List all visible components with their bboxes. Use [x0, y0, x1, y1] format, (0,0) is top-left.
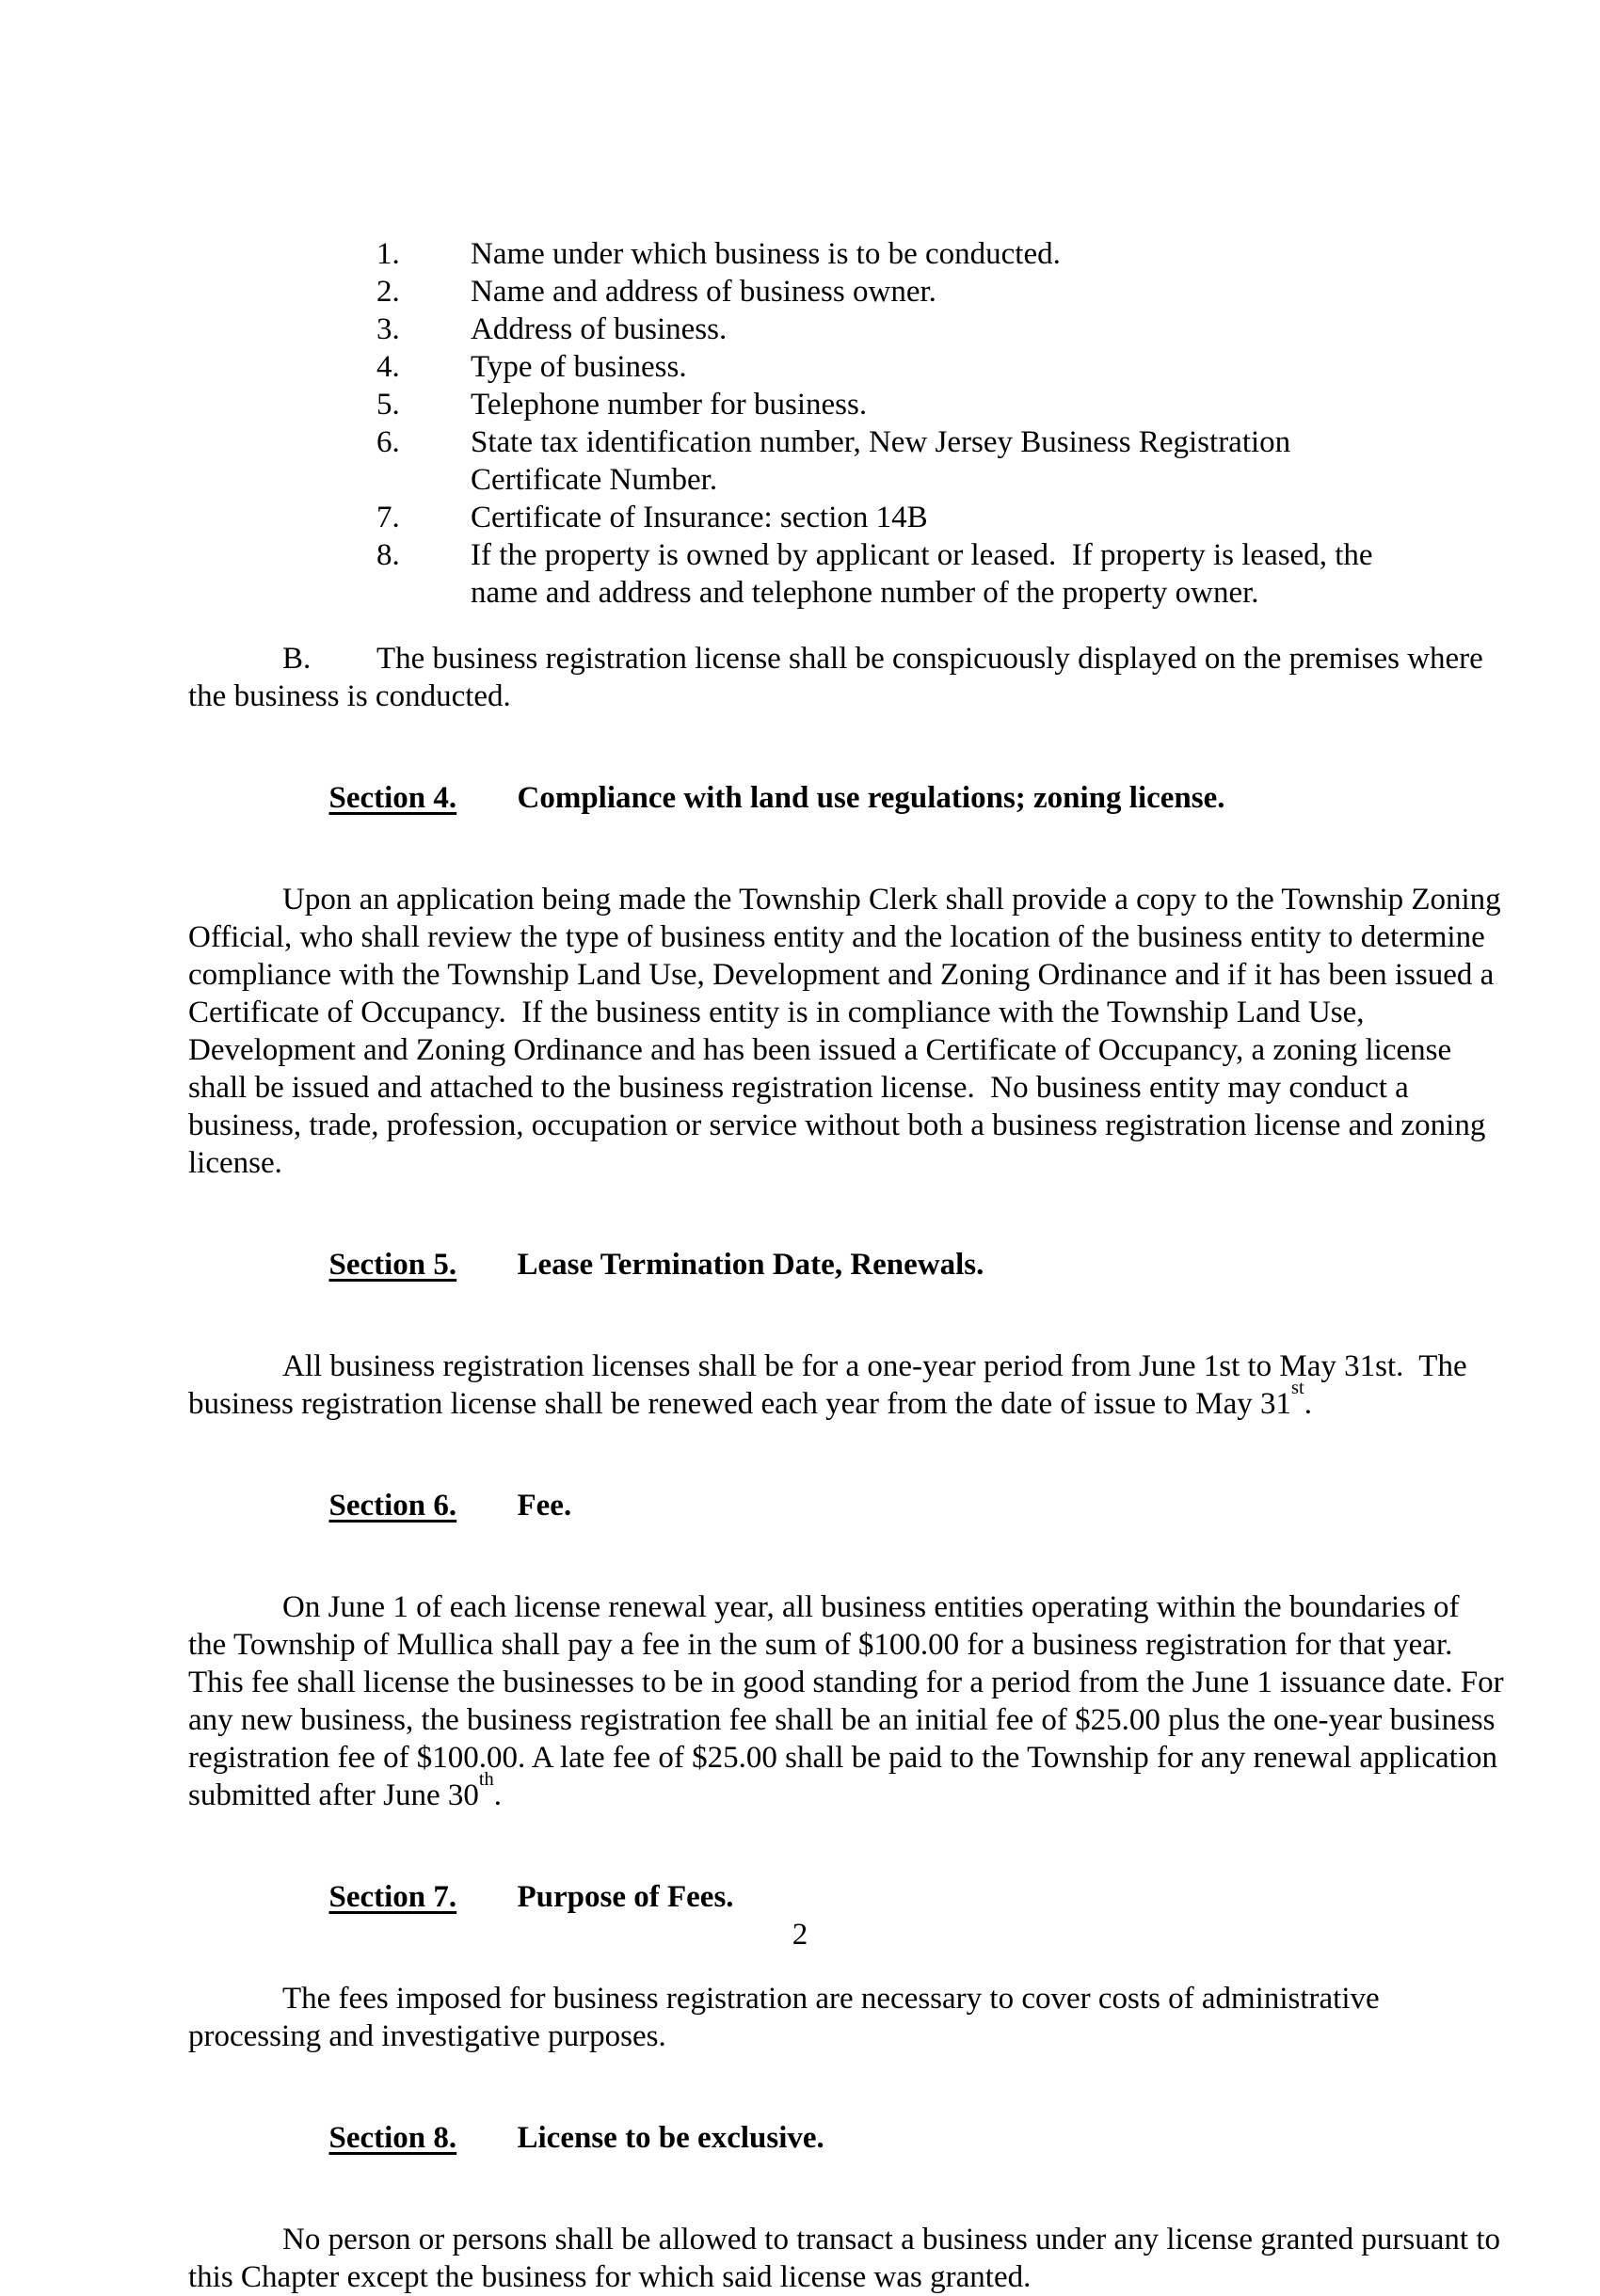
section-7-label [329, 1878, 518, 1916]
section-8-label-text: Section 8. [328, 2121, 457, 2155]
section-6-label-text: Section 6. [328, 1489, 457, 1523]
list-item: 3. Address of business. [376, 312, 728, 346]
text-line: Official, who shall review the type of business entity and the location of the business entity to determine [188, 920, 1485, 954]
section-4-paragraph [188, 881, 1501, 1182]
item-b-paragraph [188, 640, 1483, 715]
text-line: shall be issued and attached to the business registration license. No business entity may conduct a [188, 1071, 1409, 1105]
text-line: submitted after June 30th. [188, 1768, 502, 1812]
section-5-title: Lease Termination Date, Renewals. [517, 1248, 984, 1282]
text-line: license. [188, 1146, 282, 1180]
section-5-label [329, 1246, 518, 1284]
list-item: 8. If the property is owned by applicant or leased. If property is leased, the [376, 538, 1373, 572]
list-item-number: 7. [376, 501, 400, 534]
text-line: All business registration licenses shall be for a one-year period from June 1st to May 31st. The [282, 1349, 1467, 1383]
text-line: compliance with the Township Land Use, Development and Zoning Ordinance and if it has been issued a [188, 958, 1495, 992]
section-6-label [329, 1487, 518, 1524]
section-4-label [329, 779, 518, 817]
text-line: registration fee of $100.00. A late fee of $25.00 shall be paid to the Township for any renewal application [188, 1741, 1497, 1775]
list-item-number: 1. [376, 237, 400, 271]
section-8-label [329, 2119, 518, 2157]
section-7-title: Purpose of Fees. [517, 1880, 734, 1914]
text-line: business registration license shall be renewed each year from the date of issue to May 31st. [188, 1377, 1312, 1421]
list-item-number: 5. [376, 388, 400, 422]
text-line: name and address and telephone number of the property owner. [471, 576, 1259, 610]
list-item-number: 8. [376, 538, 400, 572]
list-item-number: 3. [376, 312, 400, 346]
list-item-number: 2. [376, 275, 400, 309]
list-item: 4. Type of business. [376, 350, 687, 384]
section-4 [188, 741, 1501, 1182]
section-8-title: License to be exclusive. [517, 2121, 824, 2155]
text-line: This fee shall license the businesses to be in good standing for a period from the June 1 issuance date. For [188, 1666, 1504, 1699]
section-8-paragraph [188, 2221, 1500, 2296]
superscript: th [478, 1768, 494, 1790]
superscript: st [1291, 1377, 1304, 1398]
text-line: Certificate of Occupancy. If the business entity is in compliance with the Township Land Use, [188, 996, 1365, 1029]
section-5 [188, 1208, 1467, 1423]
text-line: On June 1 of each license renewal year, all business entities operating within the boundaries of [282, 1590, 1460, 1624]
text-line: the business is conducted. [188, 679, 511, 713]
text-line: No person or persons shall be allowed to transact a business under any license granted pursuant to [282, 2223, 1500, 2256]
section-6-paragraph [188, 1588, 1504, 1814]
section-7-label-text: Section 7. [328, 1880, 457, 1914]
text-line: this Chapter except the business for which said license was granted. [188, 2260, 1032, 2294]
section-4-heading [188, 741, 1454, 854]
list-item: 7. Certificate of Insurance: section 14B [376, 501, 928, 534]
list-item: 1. Name under which business is to be conducted. [376, 237, 1061, 271]
list-item: 6. State tax identification number, New Jersey Business Registration [376, 425, 1291, 459]
list-item-number: 6. [376, 425, 400, 459]
section-4-label-text: Section 4. [328, 781, 457, 815]
section-5-heading [188, 1208, 1454, 1321]
text-line: B. The business registration license shall be conspicuously displayed on the premises where [282, 642, 1483, 676]
section-4-title: Compliance with land use regulations; zoning license. [517, 781, 1225, 815]
text-line: The fees imposed for business registration are necessary to cover costs of administrative [282, 1982, 1380, 2016]
item-letter-label: B. [282, 642, 312, 676]
numbered-list [188, 235, 1454, 612]
list-item: 2. Name and address of business owner. [376, 275, 936, 309]
text-line: the Township of Mullica shall pay a fee in the sum of $100.00 for a business registration for that year. [188, 1628, 1453, 1662]
section-6-heading [188, 1449, 1454, 1562]
text-line: Upon an application being made the Township Clerk shall provide a copy to the Township Zoning [282, 883, 1501, 917]
section-7-paragraph [188, 1980, 1454, 2055]
text-line: business, trade, profession, occupation or service without both a business registration license and zoning [188, 1108, 1486, 1142]
text-line: any new business, the business registration fee shall be an initial fee of $25.00 plus the one-year business [188, 1703, 1496, 1737]
list-item-number: 4. [376, 350, 400, 384]
text-line: Certificate Number. [471, 463, 718, 497]
list-item: 5. Telephone number for business. [376, 388, 868, 422]
text-line: Development and Zoning Ordinance and has been issued a Certificate of Occupancy, a zoning license [188, 1033, 1452, 1067]
section-6-title: Fee. [517, 1489, 572, 1523]
section-5-paragraph [188, 1347, 1467, 1423]
page-number: 2 [792, 1918, 808, 1952]
section-8-heading [188, 2081, 1454, 2194]
section-5-label-text: Section 5. [328, 1248, 457, 1282]
section-8 [188, 2081, 1500, 2296]
section-6 [188, 1449, 1504, 1814]
text-line: processing and investigative purposes. [188, 2019, 666, 2053]
